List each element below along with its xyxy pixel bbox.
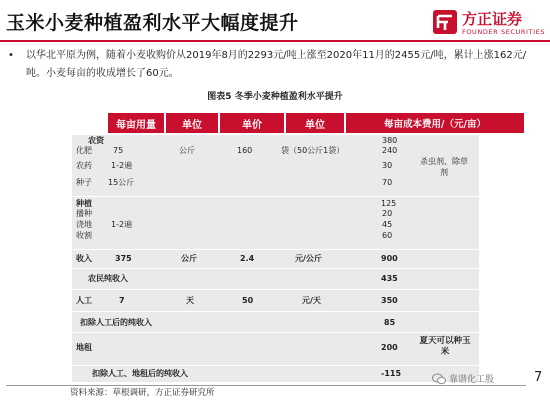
row-item-label: 人工 <box>76 296 92 305</box>
row-item-label: 扣除人工、地租后的纯收入 <box>92 369 188 378</box>
row-unit-value: 天 <box>186 296 194 305</box>
summary-text: 以华北平原为例，随着小麦收购价从2019年8月的2293元/吨上涨至2020年11月的2455元/吨，累计上涨162元/吨。小麦每亩的收成增长了60元。 <box>26 50 527 79</box>
row-unit2-value: 元/天 <box>302 296 321 305</box>
row-group-divider <box>72 249 479 250</box>
watermark-text: 靠谱化工股 <box>449 375 495 385</box>
row-unit2-value: 元/公斤 <box>295 254 322 263</box>
row-group-divider <box>72 196 479 197</box>
row-qty-value: 15公斤 <box>108 178 135 187</box>
row-group-divider <box>72 268 479 269</box>
row-item-label: 地租 <box>76 343 92 352</box>
wechat-icon <box>432 373 446 385</box>
page-number: 7 <box>534 370 543 385</box>
row-cost-value: 435 <box>381 274 398 283</box>
founder-logo-icon <box>432 9 458 35</box>
title-divider <box>0 40 550 42</box>
row-cost-value: 30 <box>382 161 393 170</box>
row-item-label: 收入 <box>76 254 92 263</box>
column-header-cost: 每亩成本费用/（元/亩） <box>346 113 524 133</box>
rent-note: 夏天可以种玉米 <box>419 336 471 357</box>
row-price-value: 50 <box>242 296 254 305</box>
row-cost-value: 20 <box>382 209 393 218</box>
row-item-label: 种子 <box>76 178 92 187</box>
column-header-unit2: 单位 <box>286 113 344 133</box>
row-item-label: 农资 <box>88 136 104 145</box>
row-cost-value: 85 <box>384 318 396 327</box>
logo-english-name: FOUNDER SECURITIES <box>462 28 546 36</box>
founder-securities-logo <box>432 8 544 40</box>
row-price-value: 2.4 <box>240 254 255 263</box>
row-unit-value: 公斤 <box>181 254 197 263</box>
summary-bullet <box>8 47 538 83</box>
table-caption: 图表5 冬季小麦种植盈利水平提升 <box>207 92 343 102</box>
row-cost-value: 70 <box>382 178 393 187</box>
row-qty-value: 7 <box>119 296 125 305</box>
row-cost-value: -115 <box>381 369 402 378</box>
row-price-value: 160 <box>237 146 253 155</box>
row-item-label: 收割 <box>76 231 92 240</box>
source-note: 资料来源：草根调研，方正证券研究所 <box>70 388 215 398</box>
row-item-label: 播种 <box>76 209 92 218</box>
logo-chinese-name: 方正证券 <box>462 10 523 28</box>
row-group-divider <box>72 289 479 290</box>
row-cost-value: 900 <box>381 254 398 263</box>
row-item-label: 种植 <box>76 199 92 208</box>
row-item-label: 浇地 <box>76 220 92 229</box>
row-qty-value: 375 <box>115 254 132 263</box>
row-cost-value: 350 <box>381 296 398 305</box>
row-group-divider <box>72 365 479 366</box>
row-cost-value: 380 <box>382 136 398 145</box>
row-qty-value: 75 <box>113 146 124 155</box>
row-group-divider <box>72 332 479 333</box>
row-item-label: 农药 <box>76 161 92 170</box>
column-header-price: 单价 <box>220 113 284 133</box>
row-item-label: 化肥 <box>76 146 92 155</box>
pesticide-note: 杀虫剂、除草剂 <box>420 157 468 177</box>
page-title: 玉米小麦种植盈利水平大幅度提升 <box>6 12 299 34</box>
row-unit-value: 公斤 <box>179 146 195 155</box>
row-item-label: 农民纯收入 <box>88 274 128 283</box>
watermark <box>432 372 494 385</box>
column-header-qty: 每亩用量 <box>108 113 164 133</box>
row-item-label: 扣除人工后的纯收入 <box>80 318 152 327</box>
row-cost-value: 240 <box>382 146 398 155</box>
row-cost-value: 200 <box>381 343 398 352</box>
row-cost-value: 60 <box>382 231 393 240</box>
row-qty-value: 1-2遍 <box>111 220 133 229</box>
bullet-icon: • <box>8 50 14 61</box>
row-group-divider <box>72 311 479 312</box>
row-qty-value: 1-2遍 <box>111 161 133 170</box>
row-unit2-value: 袋（50公斤1袋） <box>281 146 345 155</box>
row-cost-value: 45 <box>382 220 393 229</box>
row-cost-value: 125 <box>381 199 397 208</box>
column-header-unit: 单位 <box>166 113 218 133</box>
